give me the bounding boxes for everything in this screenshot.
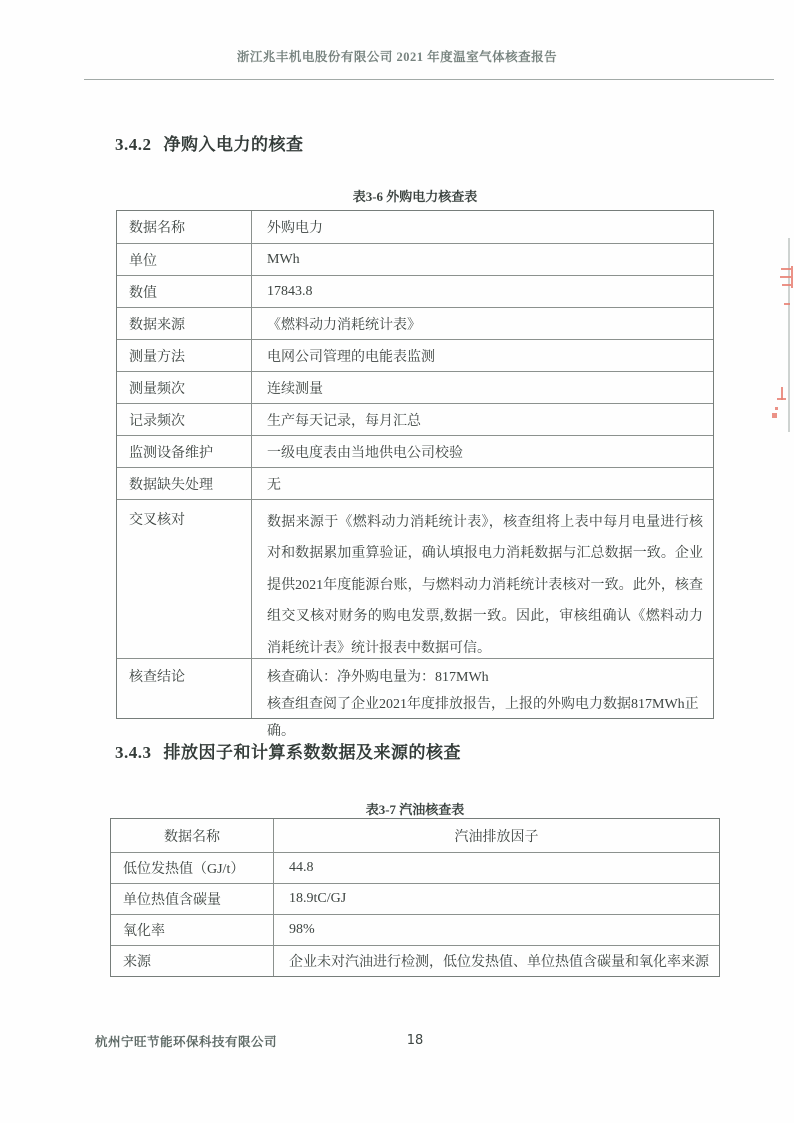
row-label: 数值 xyxy=(117,276,252,307)
table-3-7-caption: 表3-7 汽油核查表 xyxy=(365,802,465,817)
header-col-value: 汽油排放因子 xyxy=(454,829,539,845)
row-label: 低位发热值（GJ/t） xyxy=(111,853,274,883)
table-header-row xyxy=(111,819,719,852)
section-title: 排放因子和计算系数数据及来源的核查 xyxy=(163,743,461,762)
scan-artifact-red-mark xyxy=(791,266,793,288)
row-label: 来源 xyxy=(111,946,274,976)
table-row xyxy=(117,371,713,403)
table-row xyxy=(117,243,713,275)
table-row-cross-check xyxy=(117,499,713,658)
scan-artifact-red-mark xyxy=(782,284,791,286)
row-label: 数据缺失处理 xyxy=(117,468,252,499)
row-value xyxy=(252,659,713,739)
row-value: 生产每天记录，每月汇总 xyxy=(267,413,421,429)
footer-company-name: 杭州宁旺节能环保科技有限公司 xyxy=(95,1035,278,1049)
table-row xyxy=(117,339,713,371)
table-3-6-caption: 表3-6 外购电力核查表 xyxy=(352,189,478,204)
row-value: 连续测量 xyxy=(267,381,323,397)
header-divider xyxy=(84,79,774,80)
row-value: 《燃料动力消耗统计表》 xyxy=(267,317,421,333)
page-header-title: 浙江兆丰机电股份有限公司 2021 年度温室气体核查报告 xyxy=(236,50,558,64)
section-number: 3.4.2 xyxy=(115,135,152,154)
table-row xyxy=(117,275,713,307)
table-row xyxy=(111,914,719,945)
row-value: MWh xyxy=(267,251,300,267)
row-value: 18.9tC/GJ xyxy=(289,891,347,906)
row-value: 数据来源于《燃料动力消耗统计表》，核查组将上表中每月电量进行核对和数据累加重算验证，确认填报电力消耗数据与汇总数据一致。企业提供2021年度能源台账，与燃料动力消耗统计表核对一致。此外，核查组交叉核对财务的购电发票,数据一致。因此，审核组确认《燃料动力消耗统计表》统计报表中数据可信。 xyxy=(267,515,703,656)
table-row xyxy=(111,945,719,976)
section-number: 3.4.3 xyxy=(115,743,152,762)
row-label: 数据来源 xyxy=(117,308,252,339)
row-value: 无 xyxy=(267,477,281,493)
scan-artifact-red-mark xyxy=(784,303,790,305)
section-title: 净购入电力的核查 xyxy=(163,135,304,154)
table-row xyxy=(111,852,719,883)
row-label: 氧化率 xyxy=(111,915,274,945)
conclusion-line-1: 核查确认：净外购电量为：817MWh xyxy=(267,670,489,685)
row-label: 核查结论 xyxy=(117,659,252,718)
row-value: 企业未对汽油进行检测，低位发热值、单位热值含碳量和氧化率来源 xyxy=(289,955,709,970)
row-value: 一级电度表由当地供电公司校验 xyxy=(267,445,463,461)
row-label: 记录频次 xyxy=(117,404,252,435)
row-value: 外购电力 xyxy=(267,221,323,236)
table-3-7-gasoline xyxy=(110,818,720,977)
table-3-6-purchased-electricity xyxy=(116,210,714,739)
table-row-conclusion xyxy=(117,658,713,739)
scan-artifact-red-mark xyxy=(781,268,791,270)
header-col-name: 数据名称 xyxy=(111,819,274,852)
table-row xyxy=(117,403,713,435)
row-value: 电网公司管理的电能表监测 xyxy=(267,349,435,365)
row-label: 测量频次 xyxy=(117,372,252,403)
row-value: 17843.8 xyxy=(267,283,313,299)
table-row xyxy=(117,467,713,499)
scan-artifact-red-mark xyxy=(780,276,791,278)
row-label: 单位热值含碳量 xyxy=(111,884,274,914)
row-value: 98% xyxy=(289,922,315,937)
conclusion-line-2: 核查组查阅了企业2021年度排放报告，上报的外购电力数据817MWh正确。 xyxy=(267,697,699,739)
row-label: 交叉核对 xyxy=(117,500,252,658)
section-heading-343 xyxy=(115,738,461,763)
table-row xyxy=(117,307,713,339)
scan-artifact-red-mark xyxy=(777,398,786,400)
section-heading-342 xyxy=(115,130,304,155)
scan-artifact-red-mark xyxy=(775,407,778,410)
footer-page-number: 18 xyxy=(406,1033,424,1048)
row-value: 44.8 xyxy=(289,860,314,875)
row-label: 数据名称 xyxy=(117,211,252,243)
row-label: 监测设备维护 xyxy=(117,436,252,467)
row-label: 测量方法 xyxy=(117,340,252,371)
row-label: 单位 xyxy=(117,244,252,275)
table-row xyxy=(117,211,713,243)
table-row xyxy=(111,883,719,914)
table-row xyxy=(117,435,713,467)
scan-artifact-red-mark xyxy=(772,413,777,418)
